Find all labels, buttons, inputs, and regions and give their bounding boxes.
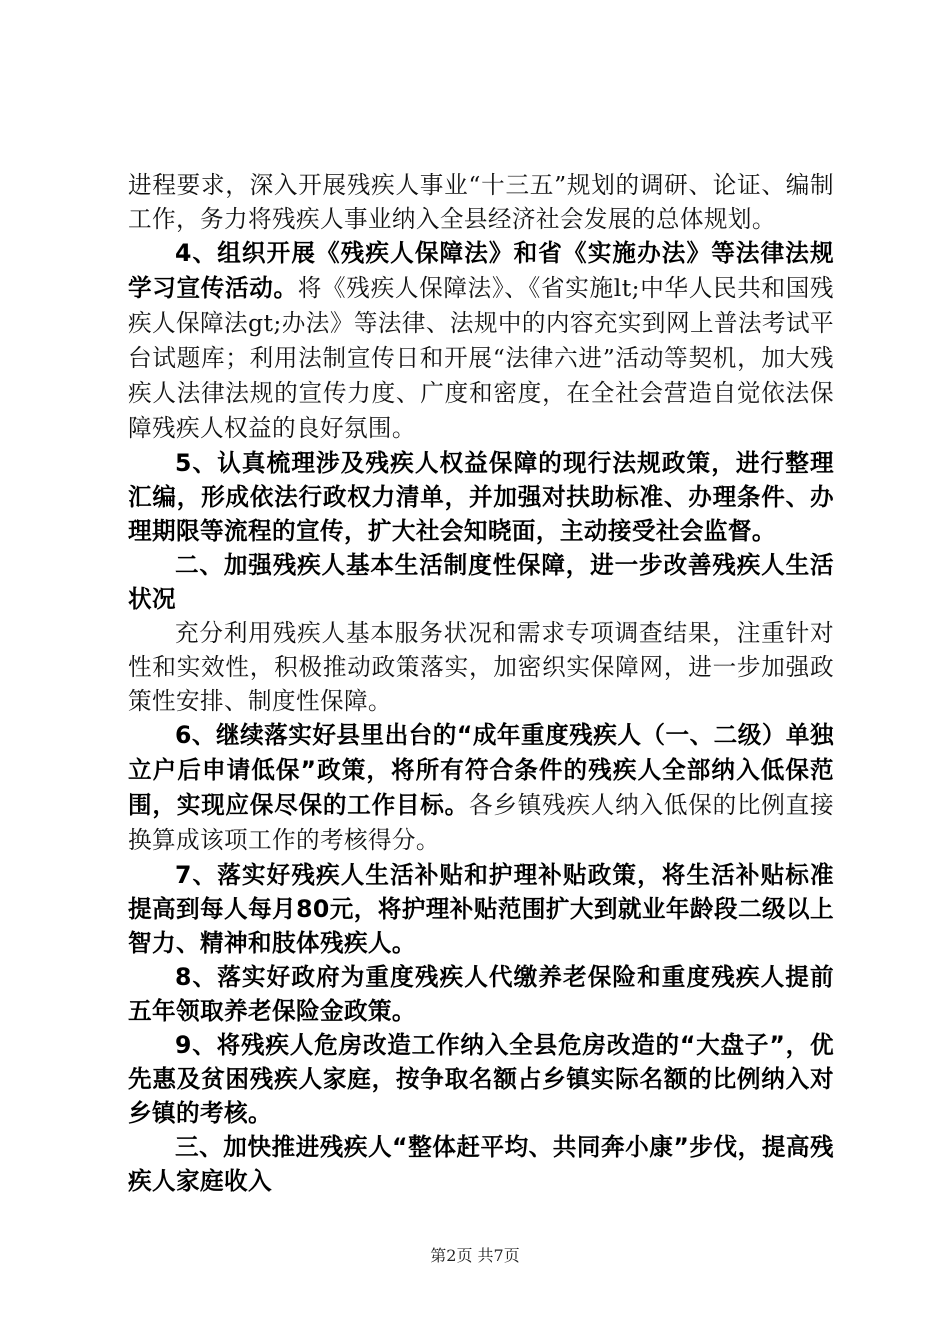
paragraph-text: 5、认真梳理涉及残疾人权益保障的现行法规政策，进行整理汇编，形成依法行政权力清单，并加强对扶助标准、办理条件、办理期限等流程的宣传，扩大社会知晓面，主动接受社会监督。 — [128, 449, 834, 545]
paragraph-body-run: 各乡镇残疾人纳入低保的比例直接换算成该项工作的考核得分。 — [128, 791, 834, 854]
section-heading-text: 二、加强残疾人基本生活制度性保障，进一步改善残疾人生活状况 — [128, 551, 834, 613]
paragraph-item-7-subsidies — [128, 858, 834, 960]
paragraph-planning-continued — [128, 168, 834, 236]
paragraph-text: 充分利用残疾人基本服务状况和需求专项调查结果，注重针对性和实效性，积极推动政策落实，加密织实保障网，进一步加强政策性安排、制度性保障。 — [128, 619, 834, 715]
page-number-footer — [0, 1246, 950, 1266]
paragraph-text: 9、将残疾人危房改造工作纳入全县危房改造的“大盘子”，优先惠及贫困残疾人家庭，按争取名额占乡镇实际名额的比例纳入对乡镇的考核。 — [128, 1031, 834, 1127]
page-number-label: 第2页 共7页 — [430, 1246, 520, 1265]
paragraph-text: 8、落实好政府为重度残疾人代缴养老保险和重度残疾人提前五年领取养老保险金政策。 — [128, 963, 834, 1025]
paragraph-item-6-minimum-living — [128, 718, 834, 858]
paragraph-item-5-policy-review — [128, 446, 834, 548]
section-heading-2-basic-living — [128, 548, 834, 616]
paragraph-heading-run: 6、继续落实好县里出台的“成年重度残疾人（一、二级）单独立户后申请低保”政策，将所有符合条件的残疾人全部纳入低保范围，实现应保尽保的工作目标。 — [128, 721, 834, 819]
paragraph-heading-run: 4、组织开展《残疾人保障法》和省《实施办法》等法律法规学习宣传活动。 — [128, 239, 834, 302]
paragraph-text: 7、落实好残疾人生活补贴和护理补贴政策，将生活补贴标准提高到每人每月80元，将护理补贴范围扩大到就业年龄段二级以上智力、精神和肢体残疾人。 — [128, 861, 834, 957]
paragraph-survey-results — [128, 616, 834, 718]
paragraph-item-8-pension — [128, 960, 834, 1028]
section-heading-3-income — [128, 1130, 834, 1198]
paragraph-item-4-law-publicity — [128, 236, 834, 446]
paragraph-text: 进程要求，深入开展残疾人事业“十三五”规划的调研、论证、编制工作，务力将残疾人事业纳入全县经济社会发展的总体规划。 — [128, 171, 834, 233]
paragraph-item-9-housing — [128, 1028, 834, 1130]
document-body — [128, 168, 834, 1198]
paragraph-body-run: 将《残疾人保障法》、《省实施lt;中华人民共和国残疾人保障法gt;办法》等法律、法规中的内容充实到网上普法考试平台试题库；利用法制宣传日和开展“法律六进”活动等契机，加大残疾人法律法规的宣传力度、广度和密度，在全社会营造自觉依法保障残疾人权益的良好氛围。 — [128, 274, 834, 442]
section-heading-text: 三、加快推进残疾人“整体赶平均、共同奔小康”步伐，提高残疾人家庭收入 — [128, 1133, 834, 1195]
